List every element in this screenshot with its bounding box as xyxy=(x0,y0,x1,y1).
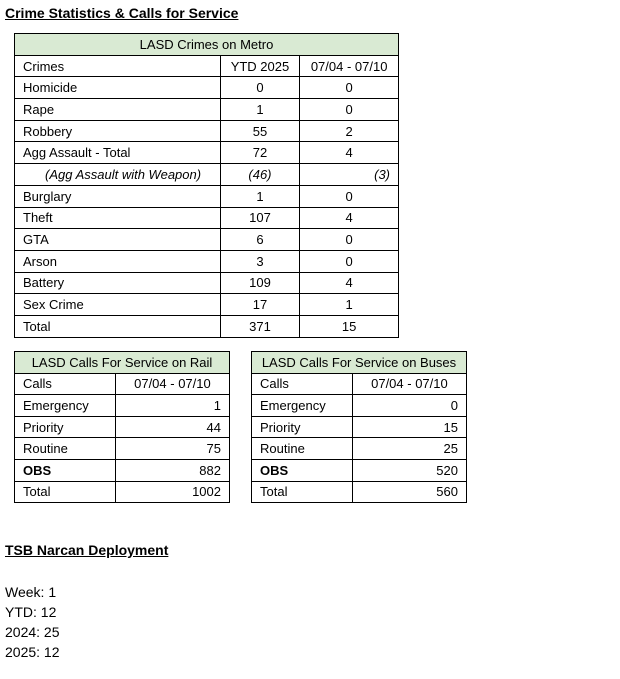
table-row xyxy=(252,395,467,417)
ytd-value: 1 xyxy=(220,185,300,207)
metro-crimes-table xyxy=(14,33,399,338)
ytd-value: 107 xyxy=(220,207,300,229)
table-row xyxy=(15,120,399,142)
narcan-2024: 2024: 25 xyxy=(5,624,60,640)
bus-calls-table xyxy=(251,351,467,503)
call-count-value: 560 xyxy=(352,481,466,503)
narcan-ytd: YTD: 12 xyxy=(5,604,57,620)
crime-label: (Agg Assault with Weapon) xyxy=(15,164,221,186)
table-row xyxy=(15,185,399,207)
table-row xyxy=(15,99,399,121)
ytd-value: 3 xyxy=(220,250,300,272)
table-row xyxy=(252,459,467,481)
column-header-ytd: YTD 2025 xyxy=(220,55,300,77)
bus-column-headers xyxy=(252,373,467,395)
week-value: 4 xyxy=(300,272,399,294)
call-count-value: 520 xyxy=(352,459,466,481)
ytd-value: 371 xyxy=(220,315,300,337)
call-type-label: Total xyxy=(15,481,116,503)
crime-label: Homicide xyxy=(15,77,221,99)
table-row xyxy=(252,481,467,503)
metro-column-headers xyxy=(15,55,399,77)
week-value: 2 xyxy=(300,120,399,142)
page-title: Crime Statistics & Calls for Service xyxy=(5,5,239,21)
week-value: 1 xyxy=(300,294,399,316)
week-value: 0 xyxy=(300,185,399,207)
table-row xyxy=(15,272,399,294)
week-value: 0 xyxy=(300,77,399,99)
call-count-value: 44 xyxy=(115,416,229,438)
week-value: 15 xyxy=(300,315,399,337)
ytd-value: 109 xyxy=(220,272,300,294)
rail-table-header: LASD Calls For Service on Rail xyxy=(15,352,230,374)
crime-label: Agg Assault - Total xyxy=(15,142,221,164)
call-type-label: Routine xyxy=(252,438,353,460)
crime-label: Robbery xyxy=(15,120,221,142)
ytd-value: 72 xyxy=(220,142,300,164)
crime-label: Battery xyxy=(15,272,221,294)
rail-calls-table xyxy=(14,351,230,503)
rail-column-headers xyxy=(15,373,230,395)
ytd-value: 17 xyxy=(220,294,300,316)
column-header-week: 07/04 - 07/10 xyxy=(115,373,229,395)
table-row xyxy=(15,77,399,99)
table-row xyxy=(15,164,399,186)
crime-label: GTA xyxy=(15,229,221,251)
crime-label: Theft xyxy=(15,207,221,229)
ytd-value: 1 xyxy=(220,99,300,121)
week-value: 0 xyxy=(300,250,399,272)
call-type-label: Emergency xyxy=(252,395,353,417)
table-row xyxy=(15,250,399,272)
narcan-week: Week: 1 xyxy=(5,584,57,600)
call-count-value: 25 xyxy=(352,438,466,460)
table-row xyxy=(252,416,467,438)
table-row xyxy=(15,294,399,316)
crime-label: Total xyxy=(15,315,221,337)
crime-label: Arson xyxy=(15,250,221,272)
table-row xyxy=(15,142,399,164)
narcan-2025: 2025: 12 xyxy=(5,644,60,660)
table-row xyxy=(15,229,399,251)
narcan-section-title: TSB Narcan Deployment xyxy=(5,542,169,558)
table-row xyxy=(15,315,399,337)
ytd-value: (46) xyxy=(220,164,300,186)
crime-label: Burglary xyxy=(15,185,221,207)
call-type-label: Priority xyxy=(15,416,116,438)
bus-table-header: LASD Calls For Service on Buses xyxy=(252,352,467,374)
week-value: (3) xyxy=(300,164,399,186)
call-count-value: 1 xyxy=(115,395,229,417)
call-count-value: 1002 xyxy=(115,481,229,503)
call-type-label: OBS xyxy=(15,459,116,481)
call-type-label: Routine xyxy=(15,438,116,460)
week-value: 4 xyxy=(300,142,399,164)
column-header-week: 07/04 - 07/10 xyxy=(300,55,399,77)
table-row xyxy=(15,395,230,417)
table-row xyxy=(15,438,230,460)
call-count-value: 882 xyxy=(115,459,229,481)
column-header-calls: Calls xyxy=(15,373,116,395)
call-type-label: Priority xyxy=(252,416,353,438)
table-row xyxy=(15,207,399,229)
column-header-crimes: Crimes xyxy=(15,55,221,77)
week-value: 4 xyxy=(300,207,399,229)
call-count-value: 0 xyxy=(352,395,466,417)
table-row xyxy=(15,416,230,438)
call-type-label: OBS xyxy=(252,459,353,481)
call-type-label: Emergency xyxy=(15,395,116,417)
column-header-calls: Calls xyxy=(252,373,353,395)
narcan-stats xyxy=(5,582,60,662)
metro-table-header: LASD Crimes on Metro xyxy=(15,34,399,56)
table-row xyxy=(15,459,230,481)
call-count-value: 75 xyxy=(115,438,229,460)
ytd-value: 55 xyxy=(220,120,300,142)
ytd-value: 6 xyxy=(220,229,300,251)
crime-label: Rape xyxy=(15,99,221,121)
crime-label: Sex Crime xyxy=(15,294,221,316)
week-value: 0 xyxy=(300,99,399,121)
table-row xyxy=(252,438,467,460)
table-row xyxy=(15,481,230,503)
call-count-value: 15 xyxy=(352,416,466,438)
call-type-label: Total xyxy=(252,481,353,503)
week-value: 0 xyxy=(300,229,399,251)
ytd-value: 0 xyxy=(220,77,300,99)
column-header-week: 07/04 - 07/10 xyxy=(352,373,466,395)
